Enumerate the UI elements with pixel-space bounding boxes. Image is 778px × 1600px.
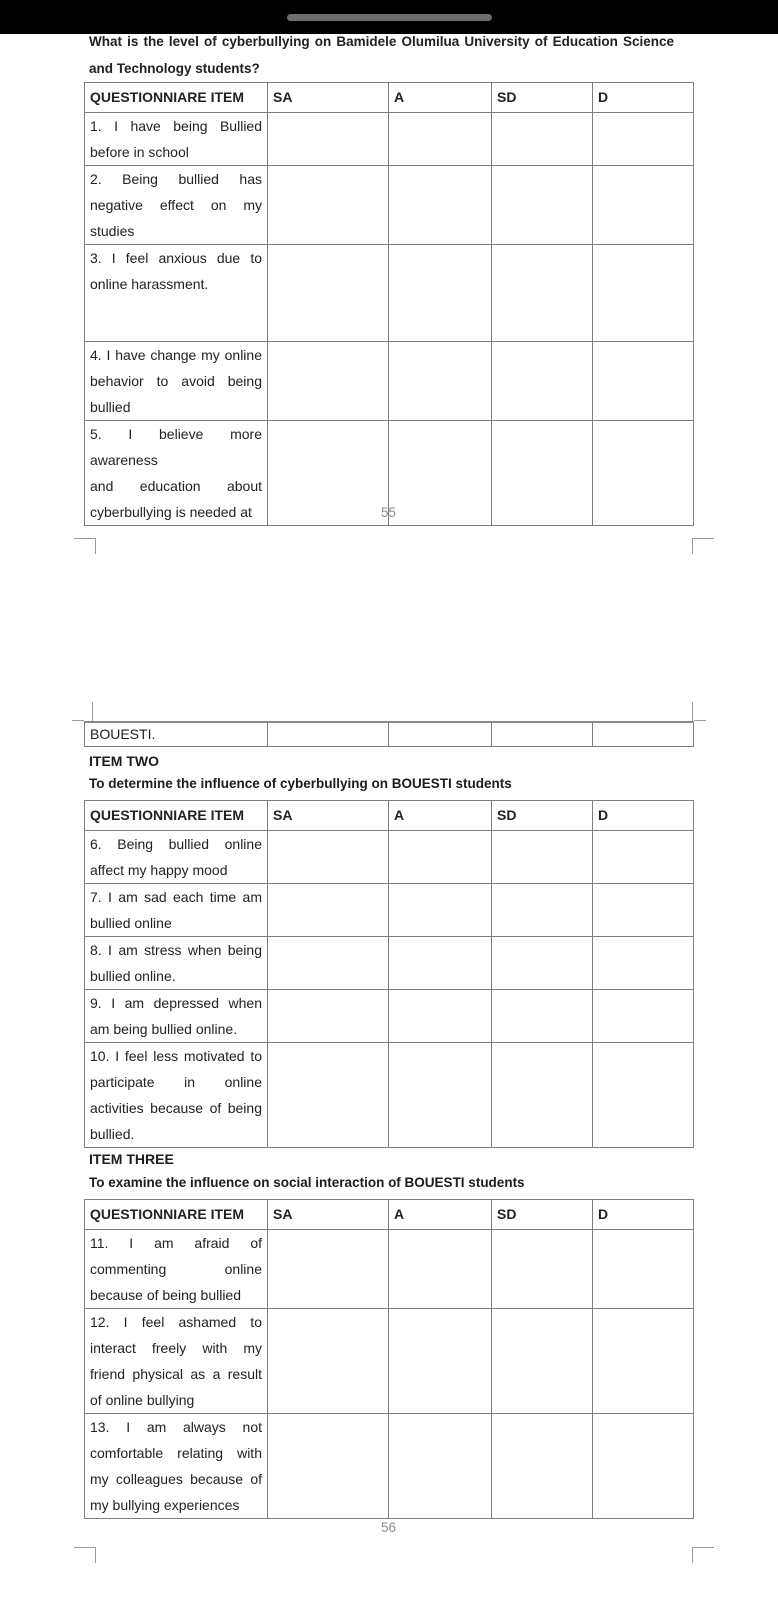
answer-cell [389,1230,492,1309]
question-item-cell: 11. I am afraid of commenting online because of being bullied [85,1230,268,1309]
answer-cell [268,1230,389,1309]
col-header-sd: SD [492,83,593,113]
table-row [85,831,694,884]
margin-mark-bottom-right-icon [692,538,714,554]
margin-mark-top-left-horizontal-icon [72,720,84,721]
table-one-continuation [84,721,694,747]
answer-cell [268,1309,389,1414]
answer-cell [268,1043,389,1148]
answer-cell [268,937,389,990]
answer-cell [593,884,694,937]
table-row [85,1309,694,1414]
answer-cell [593,831,694,884]
table-row [85,884,694,937]
margin-mark-bottom-left-icon [74,538,96,554]
answer-cell [492,1043,593,1148]
answer-cell [389,937,492,990]
col-header-sa: SA [268,1200,389,1230]
answer-cell [492,166,593,245]
item-three-heading: ITEM THREE [89,1151,174,1167]
margin-mark-bottom-right-icon [692,1547,714,1563]
answer-cell [593,722,694,747]
question-item-cell: 7. I am sad each time am bullied online [85,884,268,937]
margin-mark-top-left-icon [92,702,93,721]
questionnaire-table-three [84,1199,694,1519]
answer-cell [492,1309,593,1414]
answer-cell [593,990,694,1043]
answer-cell [593,113,694,166]
answer-cell [492,1230,593,1309]
table-row [85,342,694,421]
answer-cell [389,722,492,747]
question-item-cell: 2. Being bullied has negative effect on my studies [85,166,268,245]
answer-cell [492,113,593,166]
answer-cell [593,1043,694,1148]
item-three-description: To examine the influence on social interaction of BOUESTI students [89,1175,525,1190]
answer-cell [492,245,593,342]
answer-cell [389,884,492,937]
answer-cell [389,1309,492,1414]
question-item-cell: BOUESTI. [85,722,268,747]
answer-cell [492,937,593,990]
answer-cell [268,990,389,1043]
answer-cell [593,1230,694,1309]
col-header-a: A [389,1200,492,1230]
question-item-cell: 6. Being bullied online affect my happy mood [85,831,268,884]
question-item-cell: 13. I am always not comfortable relating with my colleagues because of my bullying experiences [85,1414,268,1519]
col-header-sd: SD [492,1200,593,1230]
table-one-header-row [85,83,694,113]
col-header-question-item: QUESTIONNIARE ITEM [85,1200,268,1230]
answer-cell [268,1414,389,1519]
answer-cell [389,245,492,342]
question-item-cell: 1. I have being Bullied before in school [85,113,268,166]
questionnaire-table-two [84,800,694,1148]
question-item-cell: 10. I feel less motivated to participate in online activities because of being bullied. [85,1043,268,1148]
answer-cell [593,1414,694,1519]
col-header-d: D [593,801,694,831]
col-header-d: D [593,83,694,113]
table-row [85,1414,694,1519]
answer-cell [593,937,694,990]
table-row [85,1230,694,1309]
table-three-header-row [85,1200,694,1230]
margin-mark-bottom-left-icon [74,1547,96,1563]
col-header-question-item: QUESTIONNIARE ITEM [85,83,268,113]
question-item-cell: 9. I am depressed when am being bullied online. [85,990,268,1043]
margin-mark-top-right-horizontal-icon [694,720,706,721]
answer-cell [389,113,492,166]
table-row [85,990,694,1043]
answer-cell [268,113,389,166]
answer-cell [268,831,389,884]
answer-cell [492,990,593,1043]
question-item-cell: 5. I believe more awareness and education about cyberbullying is needed at [85,421,268,526]
col-header-a: A [389,83,492,113]
table-row [85,722,694,747]
answer-cell [492,831,593,884]
page-number-56: 56 [380,1520,397,1535]
table-row [85,1043,694,1148]
answer-cell [268,342,389,421]
page-number-55: 55 [380,505,397,520]
item-two-heading: ITEM TWO [89,753,159,769]
answer-cell [389,166,492,245]
answer-cell [492,342,593,421]
col-header-a: A [389,801,492,831]
questionnaire-table-one [84,82,694,526]
table-row [85,937,694,990]
answer-cell [593,166,694,245]
table-row [85,113,694,166]
answer-cell [268,722,389,747]
answer-cell [593,1309,694,1414]
item-two-description: To determine the influence of cyberbullying on BOUESTI students [89,776,512,791]
table-two-header-row [85,801,694,831]
answer-cell [492,722,593,747]
answer-cell [593,342,694,421]
answer-cell [492,1414,593,1519]
col-header-question-item: QUESTIONNIARE ITEM [85,801,268,831]
table-row [85,245,694,342]
answer-cell [492,884,593,937]
answer-cell [389,1414,492,1519]
system-navigation-bar [0,0,778,34]
col-header-sd: SD [492,801,593,831]
table-row [85,166,694,245]
answer-cell [268,245,389,342]
answer-cell [268,884,389,937]
item-one-question: What is the level of cyberbullying on Bamidele Olumilua University of Education Science and Technology students? [89,34,674,76]
question-item-cell: 4. I have change my online behavior to avoid being bullied [85,342,268,421]
home-indicator-handle[interactable] [287,14,492,21]
answer-cell [389,342,492,421]
answer-cell [389,831,492,884]
col-header-sa: SA [268,83,389,113]
question-item-cell: 12. I feel ashamed to interact freely with my friend physical as a result of online bullying [85,1309,268,1414]
margin-mark-top-right-icon [692,702,693,721]
answer-cell [389,990,492,1043]
question-item-cell: 3. I feel anxious due to online harassment. [85,245,268,342]
answer-cell [268,166,389,245]
answer-cell [593,245,694,342]
col-header-sa: SA [268,801,389,831]
question-item-cell: 8. I am stress when being bullied online. [85,937,268,990]
col-header-d: D [593,1200,694,1230]
answer-cell [389,1043,492,1148]
